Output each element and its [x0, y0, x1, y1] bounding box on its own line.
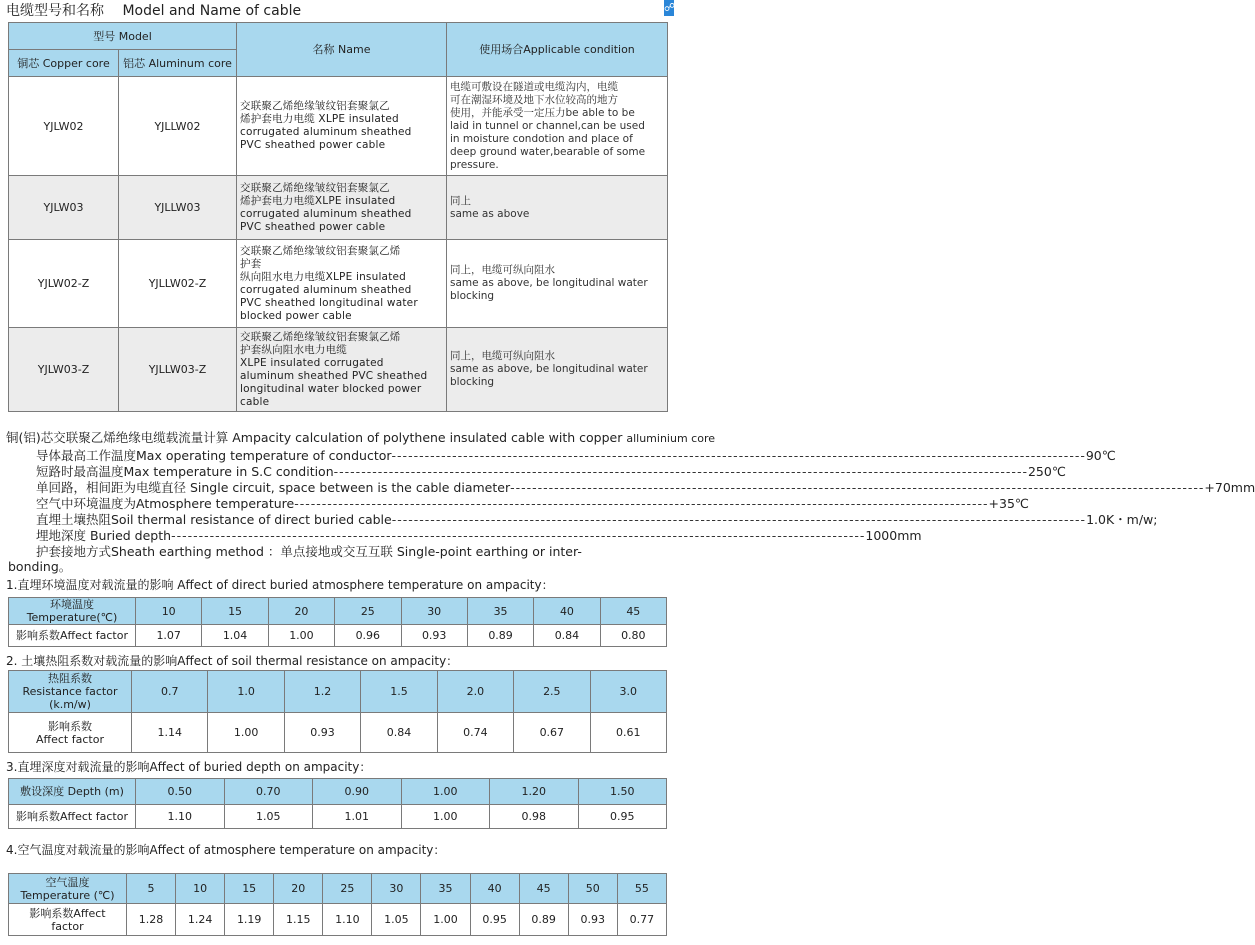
cable-name: 交联聚乙烯绝缘皱纹铝套聚氯乙烯 护套 纵向阻水电力电缆XLPE insulated corrugated aluminum sheathed PVC sheathed longitudinal water blocked power cable: [237, 240, 447, 328]
factor-cell: 0.95: [578, 805, 667, 829]
application-text: 同上 same as above: [447, 176, 668, 240]
factor-cell: 0.80: [600, 625, 666, 647]
factor-cell: 0.74: [437, 713, 513, 753]
depth-cell: 0.50: [136, 779, 225, 805]
row-label: 影响系数 Affect factor: [9, 713, 132, 753]
table3-title: 3.直埋深度对载流量的影响Affect of buried depth on ampacity：: [6, 760, 372, 774]
temp-cell: 50: [568, 874, 617, 904]
ampacity-title: 铜(铝)芯交联聚乙烯绝缘电缆载流量计算 Ampacity calculation of polythene insulated cable with copper alluminium core: [6, 430, 715, 445]
cable-name: 交联聚乙烯绝缘皱纹铝套聚氯乙烯 护套纵向阻水电力电缆 XLPE insulated corrugated aluminum sheathed PVC sheathed longitudinal water blocked power cable: [237, 328, 447, 412]
resist-cell: 0.7: [132, 671, 208, 713]
model-table: [8, 22, 668, 412]
cable-name: 交联聚乙烯绝缘皱纹铝套聚氯乙 烯护套电力电缆XLPE insulated corrugated aluminum sheathed PVC sheathed power cable: [237, 176, 447, 240]
temp-cell: 40: [470, 874, 519, 904]
sheath-earthing-line-2: bonding。: [8, 559, 72, 574]
temp-cell: 40: [534, 598, 600, 625]
copper-model: YJLW03-Z: [9, 328, 119, 412]
row-label: 影响系数Affect factor: [9, 904, 127, 936]
factor-cell: 1.10: [136, 805, 225, 829]
factor-cell: 0.84: [534, 625, 600, 647]
soil-resistance-table: [8, 670, 667, 753]
temp-cell: 35: [467, 598, 533, 625]
application-header: 使用场合Applicable condition: [447, 23, 668, 77]
aluminum-model: YJLLW03-Z: [119, 328, 237, 412]
factor-cell: 1.00: [401, 805, 490, 829]
page-title: [6, 0, 301, 20]
table4-title: 4.空气温度对载流量的影响Affect of atmosphere temperature on ampacity：: [6, 843, 446, 857]
factor-cell: 1.07: [136, 625, 202, 647]
temp-cell: 10: [136, 598, 202, 625]
factor-cell: 1.04: [202, 625, 268, 647]
factor-cell: 0.77: [617, 904, 666, 936]
condition-line: 单回路，相间距为电缆直径 Single circuit, space between is the cable diameter ----- +70mm: [36, 480, 664, 496]
row-label: 环境温度 Temperature(℃): [9, 598, 136, 625]
application-text: 同上，电缆可纵向阻水 same as above, be longitudinal water blocking: [447, 328, 668, 412]
factor-cell: 1.19: [225, 904, 274, 936]
aluminum-header: 铝芯 Aluminum core: [119, 50, 237, 77]
temperature-factor-table: [8, 597, 667, 647]
table2-title: 2. 土壤热阻系数对载流量的影响Affect of soil thermal resistance on ampacity：: [6, 654, 459, 668]
row-label: 影响系数Affect factor: [9, 625, 136, 647]
link-icon[interactable]: ☍: [664, 1, 676, 14]
row-label: 空气温度 Temperature (℃): [9, 874, 127, 904]
condition-line: 短路时最高温度Max temperature in S.C condition ----- 250℃: [36, 464, 664, 480]
table-row: [9, 328, 668, 412]
temp-cell: 20: [274, 874, 323, 904]
factor-cell: 0.98: [490, 805, 579, 829]
temp-cell: 10: [176, 874, 225, 904]
factor-cell: 0.89: [467, 625, 533, 647]
temp-cell: 35: [421, 874, 470, 904]
factor-cell: 1.24: [176, 904, 225, 936]
factor-cell: 0.89: [519, 904, 568, 936]
temp-cell: 25: [323, 874, 372, 904]
condition-line: 直埋土壤热阻Soil thermal resistance of direct buried cable ----- 1.0K・m/w;: [36, 512, 664, 528]
condition-line: 空气中环境温度为Atmosphere temperature ----- +35℃: [36, 496, 664, 512]
row-label: 影响系数Affect factor: [9, 805, 136, 829]
copper-model: YJLW02-Z: [9, 240, 119, 328]
temp-cell: 15: [202, 598, 268, 625]
resist-cell: 1.0: [208, 671, 284, 713]
sheath-earthing-line: 护套接地方式Sheath earthing method ：单点接地或交互互联 Single-point earthing or inter-: [36, 544, 582, 559]
aluminum-model: YJLLW02-Z: [119, 240, 237, 328]
temp-cell: 30: [401, 598, 467, 625]
factor-cell: 0.61: [590, 713, 666, 753]
table-row: [9, 77, 668, 176]
factor-cell: 0.93: [568, 904, 617, 936]
temp-cell: 45: [600, 598, 666, 625]
resist-cell: 1.5: [361, 671, 437, 713]
temp-cell: 20: [268, 598, 334, 625]
page-title-en: Model and Name of cable: [122, 3, 302, 19]
factor-cell: 0.96: [335, 625, 401, 647]
depth-cell: 1.50: [578, 779, 667, 805]
condition-line: 埋地深度 Buried depth ----- 1000mm: [36, 528, 664, 544]
cable-name: 交联聚乙烯绝缘皱纹铝套聚氯乙 烯护套电力电缆 XLPE insulated corrugated aluminum sheathed PVC sheathed power cable: [237, 77, 447, 176]
row-label: 敷设深度 Depth (m): [9, 779, 136, 805]
factor-cell: 0.93: [401, 625, 467, 647]
resist-cell: 2.0: [437, 671, 513, 713]
depth-cell: 0.70: [224, 779, 313, 805]
factor-cell: 0.95: [470, 904, 519, 936]
name-header: 名称 Name: [237, 23, 447, 77]
table-row: [9, 240, 668, 328]
factor-cell: 1.14: [132, 713, 208, 753]
resist-cell: 3.0: [590, 671, 666, 713]
atmosphere-factor-table: [8, 873, 667, 936]
application-text: 同上，电缆可纵向阻水 same as above, be longitudinal water blocking: [447, 240, 668, 328]
temp-cell: 25: [335, 598, 401, 625]
depth-cell: 0.90: [313, 779, 402, 805]
factor-cell: 1.05: [224, 805, 313, 829]
factor-cell: 0.93: [284, 713, 360, 753]
depth-factor-table: [8, 778, 667, 829]
table1-title: 1.直埋环境温度对载流量的影响 Affect of direct buried atmosphere temperature on ampacity：: [6, 578, 554, 592]
depth-cell: 1.00: [401, 779, 490, 805]
temp-cell: 45: [519, 874, 568, 904]
model-header: 型号 Model: [9, 23, 237, 50]
factor-cell: 1.10: [323, 904, 372, 936]
condition-line: 导体最高工作温度Max operating temperature of conductor ----- 90℃: [36, 448, 664, 464]
factor-cell: 1.00: [421, 904, 470, 936]
resist-cell: 2.5: [514, 671, 590, 713]
temp-cell: 15: [225, 874, 274, 904]
factor-cell: 1.15: [274, 904, 323, 936]
factor-cell: 1.00: [268, 625, 334, 647]
temp-cell: 30: [372, 874, 421, 904]
copper-model: YJLW03: [9, 176, 119, 240]
factor-cell: 1.05: [372, 904, 421, 936]
page-title-cn: 电缆型号和名称: [6, 3, 104, 19]
factor-cell: 0.67: [514, 713, 590, 753]
factor-cell: 1.28: [127, 904, 176, 936]
copper-model: YJLW02: [9, 77, 119, 176]
temp-cell: 55: [617, 874, 666, 904]
table-row: [9, 176, 668, 240]
copper-header: 铜芯 Copper core: [9, 50, 119, 77]
factor-cell: 1.01: [313, 805, 402, 829]
resist-cell: 1.2: [284, 671, 360, 713]
factor-cell: 1.00: [208, 713, 284, 753]
temp-cell: 5: [127, 874, 176, 904]
depth-cell: 1.20: [490, 779, 579, 805]
aluminum-model: YJLLW03: [119, 176, 237, 240]
application-text: 电缆可敷设在隧道或电缆沟内，电缆 可在潮湿环境及地下水位较高的地方 使用，并能承受一定压力be able to be laid in tunnel or channel,can be used in moisture condotion and place of deep ground water,bearable of some pressure.: [447, 77, 668, 176]
row-label: 热阻系数 Resistance factor (k.m/w): [9, 671, 132, 713]
aluminum-model: YJLLW02: [119, 77, 237, 176]
factor-cell: 0.84: [361, 713, 437, 753]
